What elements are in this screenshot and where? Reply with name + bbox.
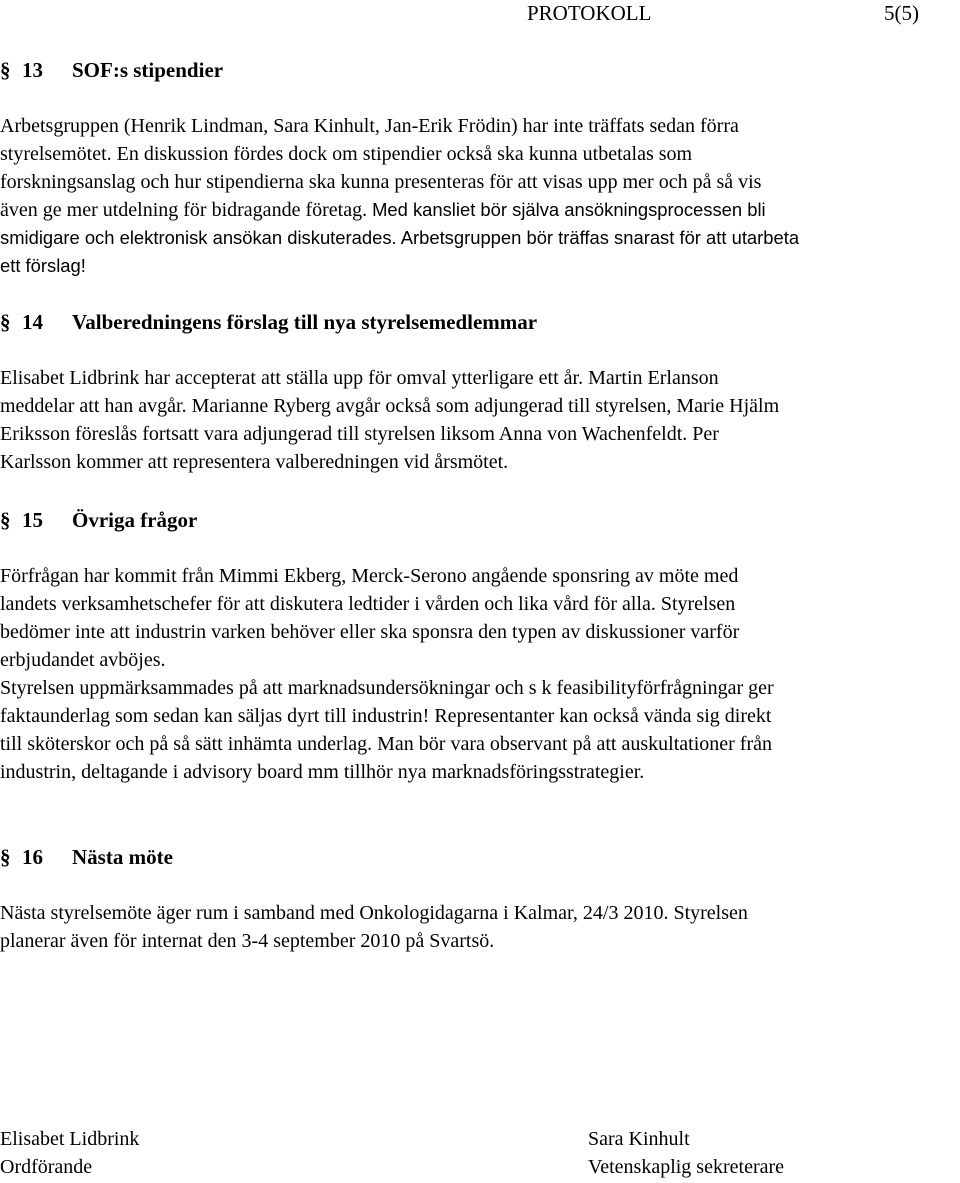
signature-right-name: Sara Kinhult: [588, 1128, 690, 1150]
signature-left-name: Elisabet Lidbrink: [0, 1128, 140, 1150]
section-14-heading: [0, 308, 537, 336]
section-15-body: [0, 562, 960, 786]
signature-left-role: Ordförande: [0, 1156, 93, 1178]
section-13-body-continued: [0, 224, 960, 280]
section-title: Nästa möte: [72, 845, 173, 869]
section-16-heading: [0, 843, 173, 871]
paragraph-line: erbjudandet avböjes.: [0, 649, 166, 671]
section-title: Valberedningens förslag till nya styrelsemedlemmar: [72, 310, 538, 334]
paragraph-line: Eriksson föreslås fortsatt vara adjungerad till styrelsen liksom Anna von Wachenfeldt. Per: [0, 423, 719, 445]
paragraph-line: landets verksamhetschefer för att diskutera ledtider i vården och lika vård för alla. Styrelsen: [0, 593, 736, 615]
document-title: PROTOKOLL: [527, 1, 652, 25]
section-13-body: [0, 112, 960, 224]
paragraph-line: Förfrågan har kommit från Mimmi Ekberg, Merck-Serono angående sponsring av möte med: [0, 565, 739, 587]
section-title: Övriga frågor: [72, 508, 198, 532]
section-symbol: §: [0, 310, 11, 334]
section-symbol: §: [0, 508, 11, 532]
paragraph-line: meddelar att han avgår. Marianne Ryberg avgår också som adjungerad till styrelsen, Marie Hjälm: [0, 395, 780, 417]
paragraph-line: Elisabet Lidbrink har accepterat att ställa upp för omval ytterligare ett år. Martin Erlanson: [0, 367, 719, 389]
section-14-body: [0, 364, 960, 476]
section-symbol: §: [0, 58, 11, 82]
paragraph-line: forskningsanslag och hur stipendierna ska kunna presenteras för att visas upp mer och på så vis: [0, 171, 762, 193]
page-number: 5(5): [884, 1, 919, 25]
paragraph-line: smidigare och elektronisk ansökan diskuterades. Arbetsgruppen bör träffas snarast för att utarbeta: [0, 227, 800, 248]
section-13-heading: [0, 56, 223, 84]
paragraph-segment-sans: Med kansliet bör själva ansökningsprocessen bli: [372, 199, 766, 220]
section-number: 15: [22, 508, 43, 532]
paragraph-line: styrelsemötet. En diskussion fördes dock om stipendier också ska kunna utbetalas som: [0, 143, 693, 165]
paragraph-line: till sköterskor och på så sätt inhämta underlag. Man bör vara observant på att auskultationer från: [0, 733, 772, 755]
paragraph-line: industrin, deltagande i advisory board mm tillhör nya marknadsföringsstrategier.: [0, 761, 645, 783]
section-symbol: §: [0, 845, 11, 869]
section-15-heading: [0, 506, 197, 534]
section-number: 16: [22, 845, 43, 869]
paragraph-line: faktaunderlag som sedan kan säljas dyrt till industrin! Representanter kan också vända sig direkt: [0, 705, 772, 727]
paragraph-line: planerar även för internat den 3-4 september 2010 på Svartsö.: [0, 930, 495, 952]
paragraph-segment-serif: även ge mer utdelning för bidragande företag.: [0, 199, 368, 221]
paragraph-line: bedömer inte att industrin varken behöver eller ska sponsra den typen av diskussioner varför: [0, 621, 740, 643]
paragraph-line: Karlsson kommer att representera valberedningen vid årsmötet.: [0, 451, 509, 473]
paragraph-line: [0, 196, 960, 224]
section-16-body: [0, 899, 960, 955]
section-number: 14: [22, 310, 43, 334]
section-number: 13: [22, 58, 43, 82]
section-title: SOF:s stipendier: [72, 58, 224, 82]
signature-right-role: Vetenskaplig sekreterare: [588, 1156, 785, 1178]
paragraph-line: Styrelsen uppmärksammades på att marknadsundersökningar och s k feasibilityförfrågningar ger: [0, 677, 774, 699]
paragraph-line: Arbetsgruppen (Henrik Lindman, Sara Kinhult, Jan-Erik Frödin) har inte träffats sedan förra: [0, 115, 739, 137]
paragraph-line: ett förslag!: [0, 255, 86, 276]
paragraph-line: Nästa styrelsemöte äger rum i samband med Onkologidagarna i Kalmar, 24/3 2010. Styrelsen: [0, 902, 748, 924]
